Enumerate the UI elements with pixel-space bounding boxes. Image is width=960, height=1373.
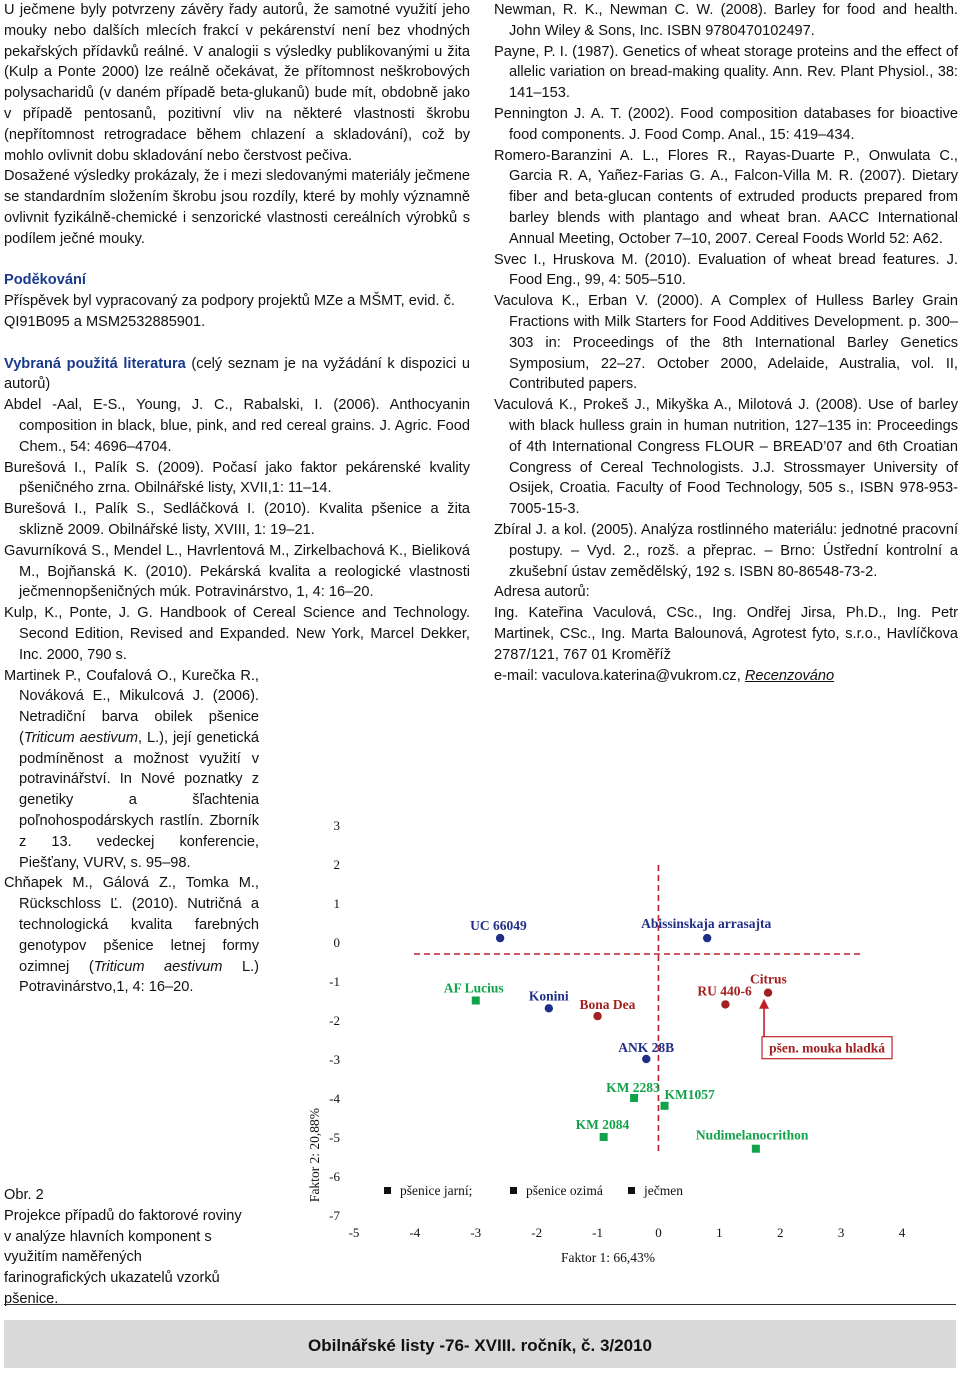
reference-item: Burešová I., Palík S. (2009). Počasí jako faktor pekárenské kvality pšeničného zrna. Obilnářské listy, XVII,1: 11–14. — [4, 459, 470, 497]
reference-text: L.) Potravinárstvo,1, 4: 16–20. — [19, 958, 259, 996]
references-title: Vybraná použitá literatura — [4, 355, 186, 372]
reference-item-chnapek — [4, 873, 259, 998]
intro-line: s výsledky publikovanými u žita (Kulp a Ponte 2000) lze reálně — [4, 43, 470, 81]
data-point-label: RU 440-6 — [697, 983, 752, 999]
reference-item: Pennington J. A. T. (2002). Food composition databases for bioactive food components. J. Food Comp. Anal., 15: 419–434. — [494, 105, 958, 143]
references-note: (celý seznam je na vyžádání k dispozici u autorů) — [4, 355, 470, 393]
right-column — [494, 0, 958, 686]
data-point-circle — [545, 1004, 553, 1012]
data-point-label: Citrus — [750, 971, 787, 987]
reference-item: Kulp, K., Ponte, J. G. Handbook of Cereal Science and Technology. Second Edition, Revised and Expanded. New York, Marcel Dekker, Inc. 2000, 790 s. — [4, 605, 470, 663]
data-point-circle — [496, 934, 504, 942]
legend-label: pšenice ozimá — [526, 1183, 603, 1198]
legend-marker — [384, 1187, 391, 1194]
data-point-label: KM1057 — [664, 1086, 715, 1102]
reference-item: Abdel -Aal, E-S., Young, J. C., Rabalski, I. (2006). Anthocyanin composition in black, blue, pink, and red cereal grains. J. Agric. Food Chem., 54: 4696–4704. — [4, 397, 470, 455]
figure-caption — [4, 1185, 244, 1310]
address-text: Ing. Kateřina Vaculová, CSc., Ing. Ondřej Jirsa, Ph.D., Ing. Petr Martinek, CSc., Ing. Marta Balounová, Agrotest fyto, s.r.o., Havlíčkova 2787/121, 767 01 Kroměříž — [494, 605, 958, 663]
reference-item-martinek — [4, 666, 259, 874]
x-tick-label: -1 — [592, 1225, 603, 1240]
conclusion-paragraph: Dosažené výsledky prokázaly, že i mezi sledovanými materiály ječmene se standardním složením škrobu jsou rozdíly, které by mohly významně ovlivnit fyzikálně-chemické i senzorické vlastnosti cereálních výrobků s podílem ječné mouky. — [4, 168, 470, 247]
y-tick-label: -6 — [329, 1169, 340, 1184]
x-tick-label: 2 — [776, 1225, 784, 1240]
acknowledgement-text: Příspěvek byl vypracovaný za podpory projektů MZe a MŠMT, evid. č. QI91B095 a MSM2532885901. — [4, 293, 455, 330]
species-name: Triticum aestivum — [93, 958, 223, 975]
data-point-label: KM 2084 — [575, 1117, 630, 1132]
intro-line: (nepřítomnost retrogradace během chlazení a skladování), což — [4, 126, 445, 143]
data-point-label: Konini — [528, 988, 569, 1004]
data-point-circle — [642, 1055, 650, 1063]
x-axis-label: Faktor 1: 66,43% — [560, 1250, 656, 1265]
reviewed-link[interactable]: Recenzováno — [744, 667, 835, 684]
reference-text: Martinek P., Coufalová O., Kurečka R., Nováková E., Mikulcová J. (2006). Netradiční barva obilek pšenice ( — [4, 667, 259, 746]
footer-text: Obilnářské listy -76- XVIII. ročník, č. 3/2010 — [308, 1336, 652, 1355]
y-tick-label: -4 — [329, 1091, 340, 1106]
intro-line: využití jeho mouky nebo dalších mlecích frakcí v pekárenství — [4, 2, 470, 39]
y-tick-label: 3 — [333, 818, 340, 833]
references-heading — [4, 354, 470, 396]
intro-line: není bez vhodných pekařských přídavků reálné. V analogii — [4, 22, 471, 60]
data-point-square — [630, 1094, 638, 1102]
y-tick-label: 0 — [333, 935, 340, 950]
intro-line: U ječmene byly potvrzeny závěry řady autorů, že samotné — [4, 2, 391, 18]
intro-paragraph — [4, 0, 470, 166]
acknowledgement-heading: Poděkování — [4, 272, 86, 289]
reference-item: Svec I., Hruskova M. (2010). Evaluation of wheat bread features. J. Food Eng., 99, 4: 505–510. — [494, 251, 958, 289]
data-point-label: AF Lucius — [443, 980, 504, 996]
reference-text: Chňapek M., Gálová Z., Tomka M., Rückschloss Ľ. (2010). Nutričná a technologická kvalita farebných genotypov pšenice letnej formy ozimnej ( — [4, 875, 259, 975]
annotation-label: pšen. mouka hladká — [769, 1040, 886, 1056]
data-point-label: Abissinskaja arrasajta — [641, 916, 772, 932]
chart-svg — [290, 770, 960, 1280]
reference-item: Newman, R. K., Newman C. W. (2008). Barley for food and health. John Wiley & Sons, Inc. ISBN 9780470102497. — [494, 2, 958, 39]
x-tick-label: 3 — [837, 1225, 845, 1240]
data-point-label: ANK 28B — [618, 1040, 675, 1055]
x-tick-label: 1 — [716, 1225, 723, 1240]
y-tick-label: -5 — [329, 1130, 340, 1145]
data-point-label: KM 2283 — [606, 1080, 660, 1095]
y-axis-label: Faktor 2: 20,88% — [307, 1107, 322, 1203]
data-point-square — [472, 997, 480, 1005]
legend-label: pšenice jarní; — [400, 1183, 473, 1198]
annotation-arrow-head — [759, 999, 769, 1009]
data-point-label: Bona Dea — [579, 997, 636, 1013]
data-point-circle — [593, 1012, 601, 1020]
y-tick-label: -1 — [329, 974, 340, 989]
reference-item: Vaculova K., Erban V. (2000). A Complex of Hulless Barley Grain Fractions with Milk Starters for Food Additives Development. p. 300–303 in: Proceedings of the 8th International Barley Genetics Symposium, 22–27. October 2000, Adelaide, Australia, vol. II, Contributed papers. — [494, 293, 958, 393]
y-tick-label: 2 — [333, 857, 340, 872]
y-tick-label: -7 — [329, 1208, 340, 1223]
legend-marker — [628, 1187, 635, 1194]
x-tick-label: -3 — [470, 1225, 482, 1240]
reference-item: Gavurníková S., Mendel L., Havrlentová M., Zirkelbachová K., Bieliková M., Bojňanská K. (2010). Pekárská kvalita a reologické vlastnosti ječmennopšeničných múk. Potravinárstvo, 1, 4: 16–20. — [4, 542, 470, 601]
email-text: e-mail: vaculova.katerina@vukrom.cz, — [494, 667, 745, 684]
legend-marker — [510, 1187, 517, 1194]
data-point-label: UC 66049 — [470, 918, 527, 934]
data-point-square — [600, 1133, 608, 1141]
data-point-label: Nudimelanocrithon — [695, 1127, 809, 1143]
reference-item: Burešová I., Palík S., Sedláčková I. (2010). Kvalita pšenice a žita sklizně 2009. Obilnářské listy, XVIII, 1: 19–21. — [4, 501, 470, 538]
address-heading: Adresa autorů: — [494, 584, 590, 601]
email-line — [494, 666, 958, 687]
x-tick-label: -2 — [531, 1225, 543, 1240]
intro-line: pentosanů, pozitivní vliv na některé vlastnosti škrobu — [84, 105, 470, 122]
reference-item: Romero-Baranzini A. L., Flores R., Rayas-Duarte P., Onwulata C., Garcia R. A, Yañez-Farias G. A., Falcon-Villa M. R. (2007). Dietary fiber and beta-glucan contents of extruded products prepared from barley blends with plantago and wheat bran. AACC International Annual Meeting, October 7–10, 2007. Cereal Foods World 52: A62. — [494, 147, 958, 247]
reference-item: Payne, P. I. (1987). Genetics of wheat storage proteins and the effect of allelic variation on bread-making quality. Ann. Rev. Plant Physiol., 38: 141–153. — [494, 43, 958, 102]
reference-item: Zbíral J. a kol. (2005). Analýza rostlinného materiálu: jednotné pracovní postupy. – Vyd. 2., rozš. a přeprac. – Brno: Ústřední kontrolní a zkušební ústav zemědělský, 192 s. ISBN 80-86548-73-2. — [494, 521, 958, 580]
intro-line: případě beta-glukanů) bude mít, obdobně jako v případě — [4, 85, 471, 122]
x-tick-label: 0 — [655, 1225, 662, 1240]
intro-line: by mohlo ovlivnit dobu skladování nebo čerstvost pečiva. — [4, 126, 470, 164]
x-tick-label: -4 — [409, 1225, 421, 1240]
y-tick-label: 1 — [333, 896, 340, 911]
reference-item: Vaculová K., Prokeš J., Mikyška A., Milotová J. (2008). Use of barley with black hulless grain in human nutrition, 127–135 in: Proceedings of 4th International Congress FLOUR – BREAD’07 and 6th Croatian Congress of Cereal Technologists. J.J. Strossmayer University of Osijek, Croatia. Faculty of Food Technology, 505 s., ISBN 978-953-7005-15-3. — [494, 397, 958, 518]
reference-text: , L.), její genetická podmíněnost a možnost využití v potravinářství. In Nové poznatky z genetiky a šľachtenia poľnohospodárskych rastlín. Zborník z 13. vedeckej konferencie, Piešťany, VURV, s. 95–98. — [19, 729, 259, 871]
figure-caption-text: Projekce případů do faktorové roviny v analýze hlavních komponent s využitím naměřených farinografických ukazatelů vzorků pšenice. — [4, 1207, 242, 1307]
footer-rule — [4, 1304, 956, 1305]
data-point-circle — [703, 934, 711, 942]
species-name: Triticum aestivum — [23, 729, 138, 746]
figure-label: Obr. 2 — [4, 1187, 44, 1203]
x-tick-label: 4 — [898, 1225, 906, 1240]
data-point-square — [752, 1145, 760, 1153]
x-tick-label: -5 — [348, 1225, 360, 1240]
y-tick-label: -2 — [329, 1013, 340, 1028]
y-tick-label: -3 — [329, 1052, 340, 1067]
data-point-circle — [721, 1000, 729, 1008]
legend-label: ječmen — [644, 1183, 683, 1198]
data-point-circle — [764, 989, 772, 997]
data-point-square — [661, 1102, 669, 1110]
pca-scatter-chart — [290, 770, 960, 1280]
intro-line: očekávat, že přítomnost neškrobových polysacharidů (v daném — [4, 64, 470, 102]
